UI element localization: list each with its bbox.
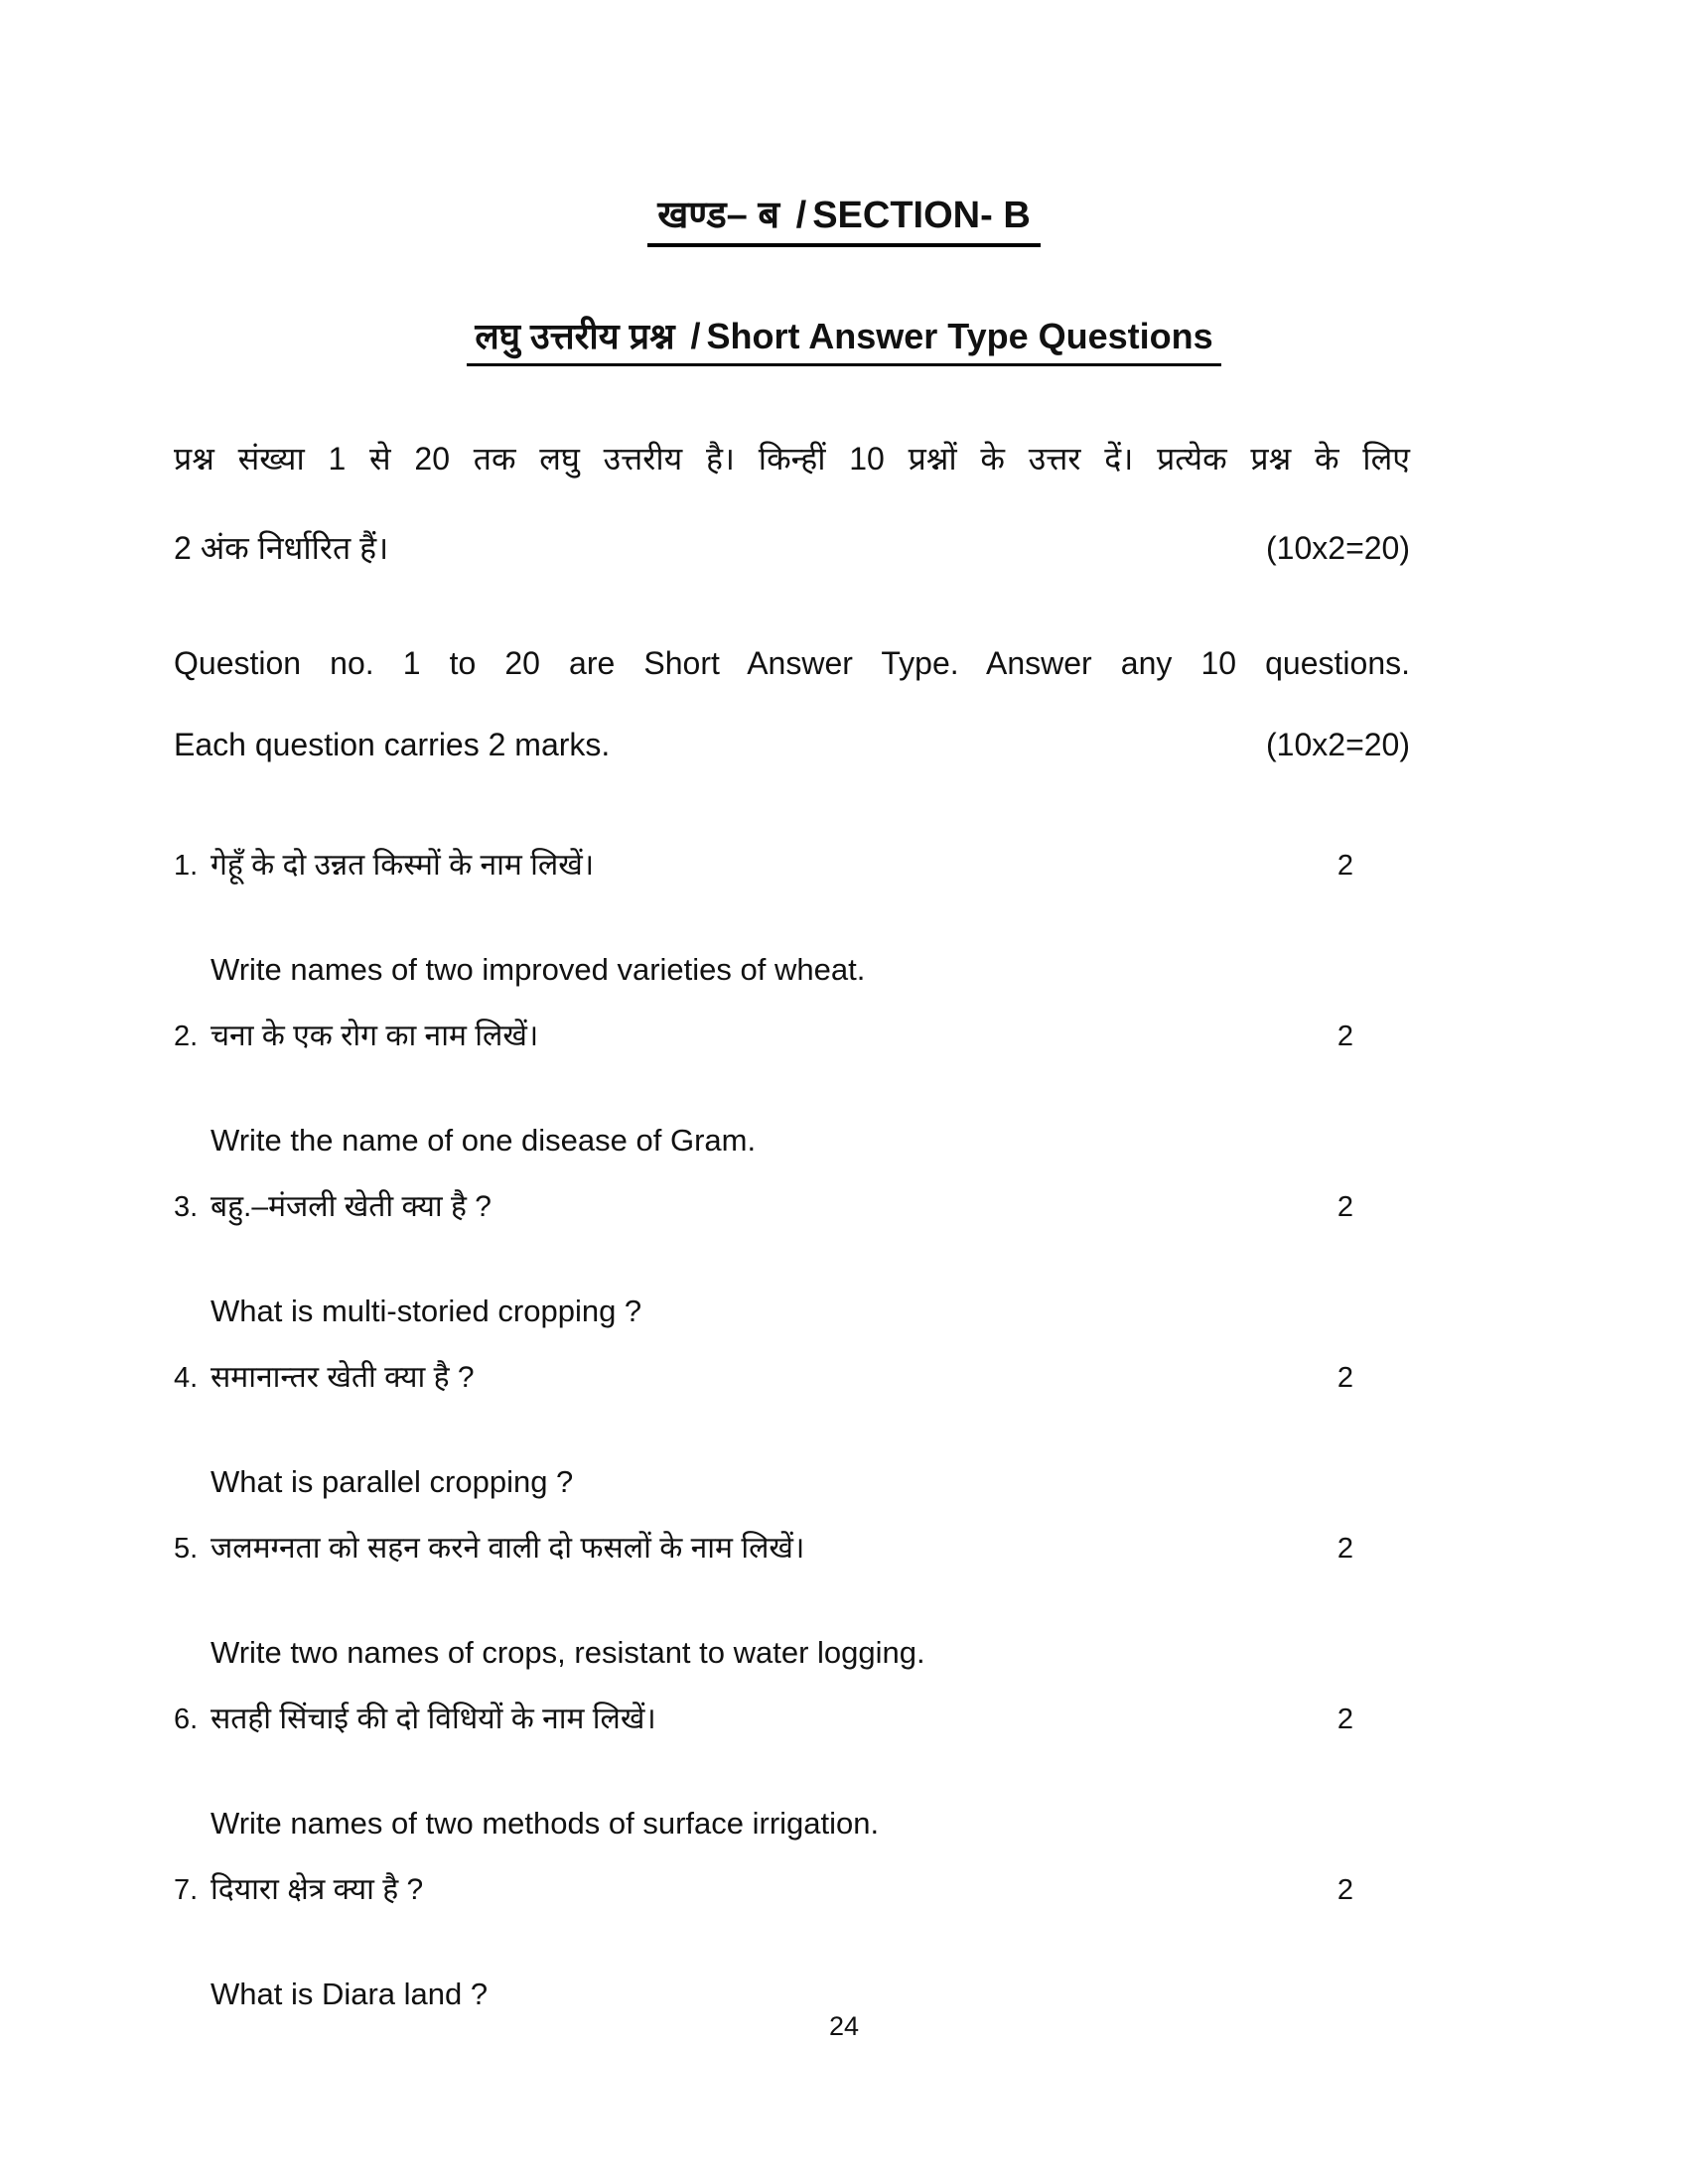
page-number: 24 [828, 2011, 860, 2041]
subtitle-row [0, 316, 1688, 366]
question-hindi-row [174, 1358, 1410, 1398]
question-hindi-text: जलमग्नता को सहन करने वाली दो फसलों के नाम लिखें। [211, 1532, 805, 1565]
question-marks: 2 [1336, 1021, 1353, 1052]
question-hindi-text: चना के एक रोग का नाम लिखें। [211, 1020, 539, 1052]
question-hindi-text: दियारा क्षेत्र क्या है ? [211, 1873, 424, 1906]
question-hindi-row [174, 1870, 1410, 1910]
question-marks: 2 [1336, 1362, 1353, 1394]
question-number: 4. [174, 1362, 199, 1394]
question-item-4 [174, 1358, 1410, 1502]
question-hindi-row [174, 1017, 1410, 1056]
question-number: 2. [174, 1021, 199, 1052]
question-english-text: Write two names of crops, resistant to water logging. [211, 1635, 925, 1670]
question-number: 6. [174, 1704, 199, 1735]
question-marks: 2 [1336, 1533, 1353, 1565]
question-english-text: Write names of two improved varieties of wheat. [211, 952, 866, 987]
question-marks: 2 [1336, 1191, 1353, 1223]
instruction-english-line2: Each question carries 2 marks. [174, 727, 611, 762]
question-english-text: Write the name of one disease of Gram. [211, 1123, 757, 1158]
question-item-6 [174, 1700, 1410, 1843]
question-marks: 2 [1336, 1874, 1353, 1906]
question-item-2 [174, 1017, 1410, 1160]
question-marks: 2 [1336, 1704, 1353, 1735]
question-hindi-row [174, 1529, 1410, 1569]
section-title [0, 197, 1688, 247]
subtitle-hindi: लघु उत्तरीय प्रश्न [475, 316, 675, 356]
question-number: 3. [174, 1191, 199, 1223]
instruction-hindi-line1: प्रश्न संख्या 1 से 20 तक लघु उत्तरीय है। किन्हीं 10 प्रश्नों के उत्तर दें। प्रत्येक प्रश्न के लिए [174, 441, 1410, 477]
instruction-english-line1: Question no. 1 to 20 are Short Answer Type. Answer any 10 questions. [174, 645, 1410, 681]
question-number: 5. [174, 1533, 199, 1565]
question-item-3 [174, 1187, 1410, 1331]
instruction-hindi-line2-row [174, 528, 1410, 568]
hindi-total-marks: (10x2=20) [1266, 530, 1410, 566]
question-list [174, 846, 1410, 2014]
instruction-hindi-line2: 2 अंक निर्धारित हैं। [174, 530, 389, 566]
question-marks: 2 [1336, 850, 1353, 882]
instruction-english-line2-row [174, 725, 1410, 764]
subtitle [0, 316, 1688, 366]
question-hindi-text: समानान्तर खेती क्या है ? [211, 1361, 475, 1394]
question-item-7 [174, 1870, 1410, 2014]
subtitle-separator: / [690, 316, 701, 356]
question-number: 1. [174, 850, 199, 882]
question-english-text: What is parallel cropping ? [211, 1464, 574, 1499]
question-hindi-row [174, 1187, 1410, 1227]
section-title-row [0, 197, 1688, 247]
section-title-hindi: खण्ड– ब [657, 195, 780, 236]
question-english-text: Write names of two methods of surface irrigation. [211, 1806, 880, 1841]
question-item-1 [174, 846, 1410, 990]
english-total-marks: (10x2=20) [1266, 727, 1410, 762]
question-number: 7. [174, 1874, 199, 1906]
section-title-separator: / [795, 195, 807, 236]
question-hindi-text: गेहूँ के दो उन्नत किस्मों के नाम लिखें। [211, 849, 595, 882]
question-hindi-row [174, 846, 1410, 886]
question-english-text: What is multi-storied cropping ? [211, 1294, 642, 1328]
question-english-text: What is Diara land ? [211, 1977, 489, 2011]
question-hindi-text: सतही सिंचाई की दो विधियों के नाम लिखें। [211, 1703, 656, 1735]
question-item-5 [174, 1529, 1410, 1673]
question-hindi-row [174, 1700, 1410, 1739]
page-content [174, 439, 1410, 2014]
section-title-english: SECTION- B [812, 195, 1031, 236]
question-hindi-text: बहु.–मंजली खेती क्या है ? [211, 1190, 492, 1223]
subtitle-english: Short Answer Type Questions [706, 316, 1213, 356]
